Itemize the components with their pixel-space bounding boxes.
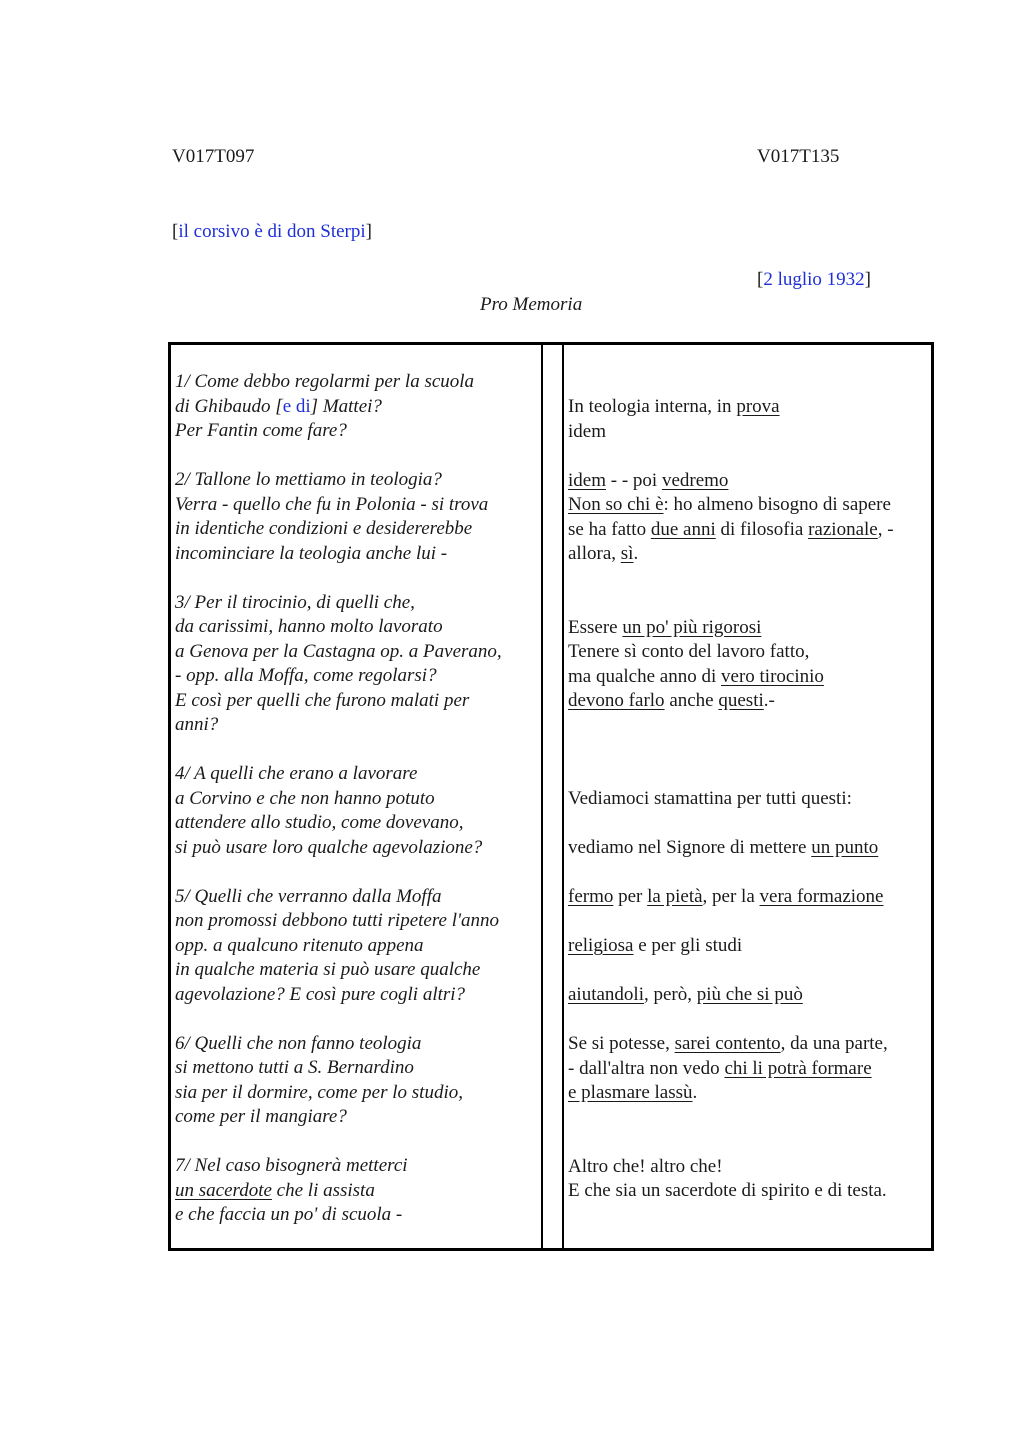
answer-1: In teologia interna, in prova idem: [568, 396, 780, 442]
question-4: 4/ A quelli che erano a lavorare a Corvino e che non hanno potuto attendere allo studio, come dovevano, si può usare loro qualche agevolazione?: [175, 763, 483, 858]
question-6: 6/ Quelli che non fanno teologia si mettono tutti a S. Bernardino sia per il dormire, come per lo studio, come per il mangiare?: [175, 1032, 463, 1127]
editor-insertion: e di: [282, 395, 311, 417]
memo-table: [168, 342, 934, 1251]
answer-6: Se si potesse, sarei contento, da una parte, - dall'altra non vedo chi li potrà formare e plasmare lassù.: [568, 1033, 888, 1103]
answer-2: idem - - poi vedremo Non so chi è: ho almeno bisogno di sapere se ha fatto due anni di filosofia razionale, - allora, sì.: [568, 469, 894, 564]
question-5: 5/ Quelli che verranno dalla Moffa non promossi debbono tutti ripetere l'anno opp. a qualcuno ritenuto appena in qualche materia si può usare qualche agevolazione? E così pure cogli altri?: [175, 885, 500, 1005]
question-7: 7/ Nel caso bisognerà metterci un sacerdote che li assista e che faccia un po' di scuola -: [175, 1155, 408, 1225]
column-divider-right: [562, 345, 564, 1248]
editor-note: [il corsivo è di don Sterpi]: [172, 221, 372, 242]
document-code-right: V017T135: [757, 146, 840, 167]
answer-3: Essere un po' più rigorosi Tenere sì conto del lavoro fatto, ma qualche anno di vero tirocinio devono farlo anche questi.-: [568, 616, 824, 711]
question-3: 3/ Per il tirocinio, di quelli che, da carissimi, hanno molto lavorato a Genova per la Castagna op. a Paverano, - opp. alla Moffa, come regolarsi? E così per quelli che furono malati per anni?: [175, 591, 502, 735]
document-code-left: V017T097: [172, 146, 255, 167]
answer-4: Vediamoci stamattina per tutti questi: vediamo nel Signore di mettere un punto fermo per la pietà, per la vera formazione religiosa e per gli studi aiutandoli, però, più che si può: [568, 788, 884, 1005]
document-date: [2 luglio 1932]: [757, 269, 871, 290]
questions-column: [175, 370, 502, 1228]
answers-column: [568, 395, 894, 1204]
question-1: 1/ Come debbo regolarmi per la scuola di Ghibaudo [e di] Mattei? Per Fantin come fare?: [175, 371, 475, 441]
page-title: Pro Memoria: [480, 294, 583, 315]
editor-note-text: il corsivo è di don Sterpi: [178, 221, 366, 242]
document-date-text: 2 luglio 1932: [763, 269, 865, 290]
column-divider-left: [541, 345, 543, 1248]
answer-7: Altro che! altro che! E che sia un sacerdote di spirito e di testa.: [568, 1155, 887, 1201]
question-2: 2/ Tallone lo mettiamo in teologia? Verra - quello che fu in Polonia - si trova in identiche condizioni e desidererebbe incominciare la teologia anche lui -: [175, 469, 489, 564]
